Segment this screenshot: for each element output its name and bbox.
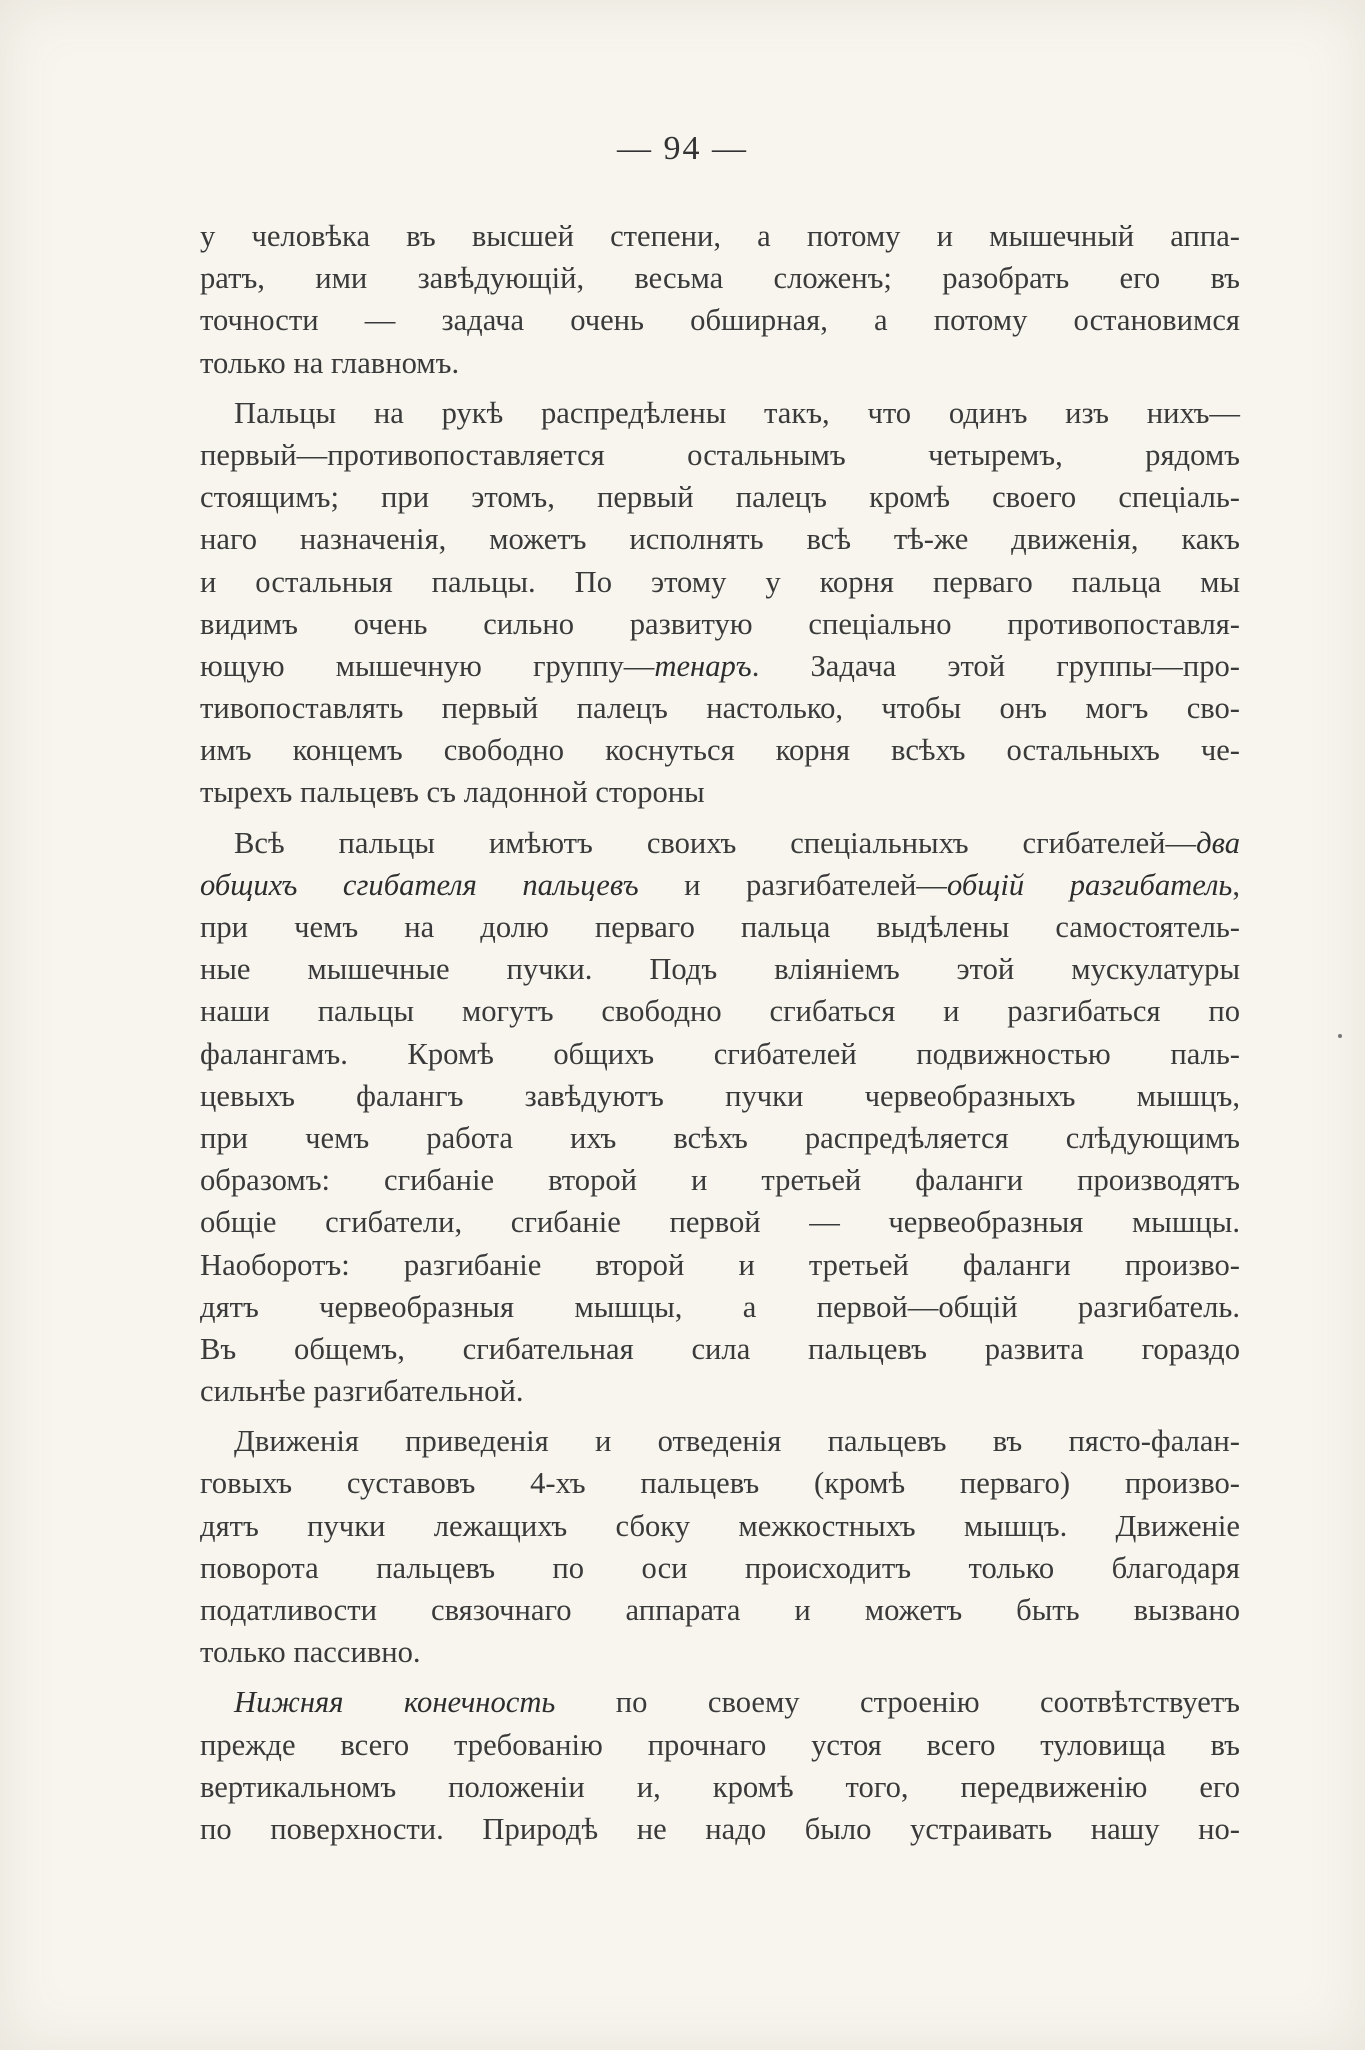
text-line: при чемъ работа ихъ всѣхъ распредѣляется слѣдующимъ [200, 1120, 1240, 1155]
text-line: только на главномъ. [200, 345, 460, 380]
text-line: Пальцы на рукѣ распредѣлены такъ, что одинъ изъ нихъ— [234, 395, 1240, 430]
text-line: по поверхности. Природѣ не надо было устраивать нашу но- [200, 1811, 1240, 1846]
text-line: наго назначенія, можетъ исполнять всѣ тѣ-же движенія, какъ [200, 522, 1240, 557]
text-line: Движенія приведенія и отведенія пальцевъ въ пясто-фалан- [234, 1424, 1240, 1459]
text-line: Въ общемъ, сгибательная сила пальцевъ развита гораздо [200, 1331, 1240, 1366]
text-line: фалангамъ. Кромѣ общихъ сгибателей подвижностью паль- [200, 1036, 1240, 1071]
text-line: точности — задача очень обширная, а потому остановимся [200, 303, 1240, 338]
page-number: — 94 — [617, 130, 748, 167]
text-line: имъ концемъ свободно коснуться корня всѣхъ остальныхъ че- [200, 733, 1240, 768]
text-line: общіе сгибатели, сгибаніе первой — червеобразныя мышцы. [200, 1205, 1240, 1240]
body-text [200, 215, 1240, 1850]
text-line: ратъ, ими завѣдующій, весьма сложенъ; разобрать его въ [200, 261, 1240, 296]
italic-term: Нижняя конечность [234, 1685, 556, 1720]
text-line-mixed [200, 645, 1240, 687]
text-line-mixed [200, 822, 1240, 864]
paragraph-2 [200, 392, 1240, 814]
text-line: тырехъ пальцевъ съ ладонной стороны [200, 775, 705, 810]
text-line: при чемъ на долю перваго пальца выдѣлены самостоятель- [200, 910, 1240, 944]
paragraph-1 [200, 215, 1240, 384]
text-line: только пассивно. [200, 1635, 421, 1670]
paper-speck [1338, 1034, 1342, 1038]
text-line-mixed [200, 1681, 1240, 1723]
italic-term: общихъ сгибателя пальцевъ [200, 867, 639, 902]
text-run: , [1232, 867, 1240, 902]
text-line-mixed [200, 864, 1240, 906]
paragraph-4 [200, 1420, 1240, 1673]
paragraph-5 [200, 1681, 1240, 1850]
text-line: прежде всего требованію прочнаго устоя всего туловища въ [200, 1727, 1240, 1762]
paragraph-3 [200, 822, 1240, 1413]
text-line: Наоборотъ: разгибаніе второй и третьей фаланги произво- [200, 1247, 1240, 1282]
text-line: податливости связочнаго аппарата и можетъ быть вызвано [200, 1593, 1240, 1627]
text-run: по своему строенію соотвѣтствуетъ [555, 1685, 1241, 1720]
text-line: наши пальцы могутъ свободно сгибаться и разгибаться по [200, 994, 1240, 1029]
italic-term: два [1196, 825, 1240, 860]
text-run: . Задача этой группы—про- [751, 648, 1240, 683]
text-line: цевыхъ фалангъ завѣдуютъ пучки червеобразныхъ мышцъ, [200, 1078, 1240, 1113]
text-line: и остальныя пальцы. По этому у корня перваго пальца мы [200, 564, 1240, 599]
italic-term: общій разгибатель [947, 867, 1233, 902]
text-line: говыхъ суставовъ 4-хъ пальцевъ (кромѣ перваго) произво- [200, 1466, 1240, 1501]
text-line: образомъ: сгибаніе второй и третьей фаланги производятъ [200, 1163, 1240, 1198]
text-line: поворота пальцевъ по оси происходитъ только благодаря [200, 1550, 1240, 1585]
text-line: стоящимъ; при этомъ, первый палецъ кромѣ своего спеціаль- [200, 480, 1240, 515]
text-run: ющую мышечную группу— [200, 648, 655, 683]
text-line: дятъ червеобразныя мышцы, а первой—общій разгибатель. [200, 1289, 1240, 1324]
italic-term: тенаръ [654, 648, 752, 683]
text-run: Всѣ пальцы имѣютъ своихъ спеціальныхъ сгибателей— [234, 825, 1197, 860]
text-line: первый—противопоставляется остальнымъ четыремъ, рядомъ [200, 437, 1240, 472]
text-line: видимъ очень сильно развитую спеціально противопоставля- [200, 606, 1240, 641]
text-line: вертикальномъ положеніи и, кромѣ того, передвиженію его [200, 1769, 1240, 1804]
text-run: и разгибателей— [638, 867, 948, 902]
text-line: у человѣка въ высшей степени, а потому и мышечный аппа- [200, 219, 1240, 253]
text-line: сильнѣе разгибательной. [200, 1374, 524, 1409]
text-line: тивопоставлять первый палецъ настолько, чтобы онъ могъ сво- [200, 691, 1240, 726]
text-line: ные мышечные пучки. Подъ вліяніемъ этой мускулатуры [200, 952, 1240, 987]
text-line: дятъ пучки лежащихъ сбоку межкостныхъ мышцъ. Движеніе [200, 1508, 1240, 1543]
